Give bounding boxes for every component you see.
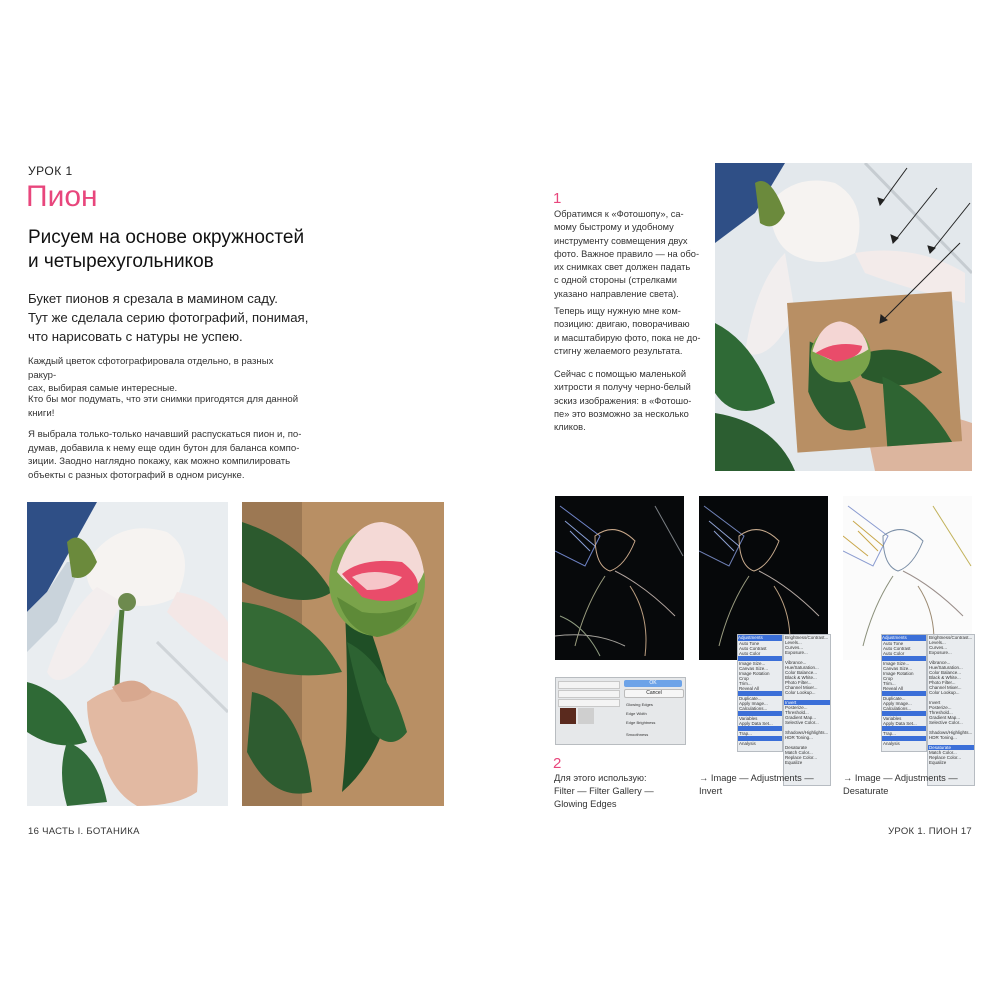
- step-1b-text: [554, 305, 704, 358]
- paragraph-line: книги!: [28, 407, 55, 419]
- subtitle-line-2: и четырехугольников: [28, 251, 214, 272]
- adjustments-submenu-invert: [783, 634, 831, 786]
- ok-button[interactable]: OK: [624, 680, 682, 687]
- menu-item[interactable]: Posterize...: [785, 705, 808, 710]
- menu-item[interactable]: Apply Image...: [739, 701, 768, 706]
- step-1-line: мому быстрому и удобному: [554, 222, 674, 233]
- submenu-items: [928, 635, 974, 765]
- menu-item[interactable]: Image Rotation: [739, 671, 770, 676]
- lead-line-3: что нарисовать с натуры не успею.: [28, 329, 243, 344]
- menu-item[interactable]: Reveal All: [883, 686, 904, 691]
- menu-item[interactable]: Calculations...: [739, 706, 768, 711]
- menu-item[interactable]: Channel Mixer...: [785, 685, 818, 690]
- menu-item[interactable]: Trim...: [739, 681, 752, 686]
- menu-item[interactable]: Shadows/Highlights...: [929, 730, 973, 735]
- caption-desaturate: [843, 772, 973, 798]
- menu-item[interactable]: Apply Data Set...: [883, 721, 917, 726]
- menu-item[interactable]: Trap...: [739, 731, 752, 736]
- step-1c-line: пе» это возможно за несколько: [554, 408, 689, 419]
- menu-item[interactable]: Trim...: [883, 681, 896, 686]
- menu-item[interactable]: Auto Color: [883, 651, 905, 656]
- glowing-edges-image: [555, 496, 684, 660]
- caption-line: Desaturate: [843, 786, 889, 796]
- caption-glowing-edges: [554, 772, 684, 811]
- menu-item[interactable]: Black & White...: [929, 675, 961, 680]
- menu-item[interactable]: HDR Toning...: [929, 735, 957, 740]
- peony-flower-photo: [27, 502, 228, 806]
- step-1c-text: [554, 368, 704, 434]
- caption-line: → Image — Adjustments —: [699, 773, 814, 783]
- menu-item[interactable]: Channel Mixer...: [929, 685, 962, 690]
- menu-item[interactable]: Analysis: [883, 741, 900, 746]
- step-1-line: Обратимся к «Фотошопу», са-: [554, 209, 684, 219]
- menu-item[interactable]: Hue/Saturation...: [785, 665, 819, 670]
- menu-item[interactable]: Apply Data Set...: [739, 721, 773, 726]
- menu-item[interactable]: Curves...: [785, 645, 804, 650]
- step-1b-line: и масштабирую фото, пока не до-: [554, 332, 701, 343]
- menu-item[interactable]: Crop: [883, 676, 893, 681]
- lead-line-1: Букет пионов я срезала в мамином саду.: [28, 291, 278, 306]
- menu-item[interactable]: Posterize...: [929, 705, 952, 710]
- menu-item[interactable]: Levels...: [785, 640, 802, 645]
- step-1-line: инструменту совмещения двух: [554, 235, 688, 246]
- caption-line: Для этого использую:: [554, 773, 647, 783]
- left-footer: 16 ЧАСТЬ I. БОТАНИКА: [28, 826, 140, 837]
- composite-photo: [715, 163, 972, 471]
- smoothness-slider[interactable]: Smoothness: [626, 732, 649, 737]
- paragraph-line: Я выбрала только-только начавший распускаться пион и, по-: [28, 429, 302, 440]
- menu-item[interactable]: Levels...: [929, 640, 946, 645]
- menu-item[interactable]: Color Balance...: [929, 670, 962, 675]
- menu-item[interactable]: Curves...: [929, 645, 948, 650]
- filter-dialog-screenshot: [555, 677, 686, 745]
- menu-item[interactable]: Brightness/Contrast...: [785, 635, 829, 640]
- menu-item[interactable]: Equalize: [785, 760, 803, 765]
- menu-item[interactable]: HDR Toning...: [785, 735, 813, 740]
- step-1-line: указано направление света).: [554, 288, 679, 299]
- menu-item[interactable]: Photo Filter...: [785, 680, 812, 685]
- paragraph-line: думав, добавила к нему еще один бутон для баланса компо-: [28, 442, 300, 454]
- caption-line: Glowing Edges: [554, 799, 617, 809]
- menu-item[interactable]: Apply Image...: [883, 701, 912, 706]
- menu-item[interactable]: Image Size...: [883, 661, 910, 666]
- peony-bud-illustration: [242, 502, 444, 806]
- step-1c-line: хитрости я получу черно-белый: [554, 382, 691, 393]
- page-title: Пион: [26, 180, 98, 213]
- image-menu-invert: [737, 634, 783, 752]
- menu-item[interactable]: Threshold...: [929, 710, 953, 715]
- lead-line-2: Тут же сделала серию фотографий, понимая,: [28, 310, 309, 325]
- menu-item[interactable]: Variables: [739, 716, 758, 721]
- menu-item[interactable]: Hue/Saturation...: [929, 665, 963, 670]
- menu-item[interactable]: Calculations...: [883, 706, 912, 711]
- menu-item[interactable]: Exposure...: [929, 650, 952, 655]
- menu-item[interactable]: Auto Color: [739, 651, 761, 656]
- menu-item[interactable]: Auto Tone: [739, 641, 760, 646]
- menu-item[interactable]: Color Lookup...: [785, 690, 816, 695]
- paragraph-line: Каждый цветок сфотографировала отдельно, в разных ракур-: [28, 356, 274, 381]
- menu-item[interactable]: Shadows/Highlights...: [785, 730, 829, 735]
- step-2-number: 2: [553, 755, 562, 772]
- menu-item[interactable]: Invert: [929, 700, 941, 705]
- menu-item[interactable]: Color Balance...: [785, 670, 818, 675]
- menu-item[interactable]: Canvas Size...: [739, 666, 769, 671]
- menu-item[interactable]: Image Rotation: [883, 671, 914, 676]
- menu-item[interactable]: Match Color...: [929, 750, 957, 755]
- cancel-button[interactable]: Cancel: [624, 689, 684, 698]
- lead-paragraph: [28, 289, 318, 346]
- paragraph-1: [28, 355, 303, 396]
- caption-invert: [699, 772, 829, 798]
- menu-item[interactable]: Desaturate: [785, 745, 808, 750]
- menu-item[interactable]: Desaturate: [928, 745, 974, 750]
- step-1-number: 1: [553, 190, 562, 207]
- menu-item[interactable]: Gradient Map...: [785, 715, 817, 720]
- submenu-items: [784, 635, 830, 765]
- menu-item[interactable]: Gradient Map...: [929, 715, 961, 720]
- step-1c-line: Сейчас с помощью маленькой: [554, 369, 687, 379]
- menu-item[interactable]: Exposure...: [785, 650, 808, 655]
- menu-item[interactable]: Analysis: [739, 741, 756, 746]
- paragraph-line: сах, выбирая самые интересные.: [28, 383, 178, 395]
- menu-header[interactable]: Adjustments: [738, 635, 782, 641]
- peony-bud-photo: [242, 502, 444, 806]
- menu-item[interactable]: Duplicate...: [883, 696, 906, 701]
- paragraph-line: зиции. Заодно наглядно покажу, как можно компилировать: [28, 456, 291, 468]
- step-1b-line: стигну желаемого результата.: [554, 345, 683, 356]
- menu-item[interactable]: Black & White...: [785, 675, 817, 680]
- menu-items: [738, 641, 782, 746]
- subtitle: [28, 226, 328, 274]
- menu-item[interactable]: Auto Tone: [883, 641, 904, 646]
- paragraph-line: объекты с разных фотографий в одном рисунке.: [28, 469, 245, 481]
- step-1-line: с одной стороны (стрелками: [554, 275, 677, 286]
- step-1b-line: позицию: двигаю, поворачиваю: [554, 319, 690, 330]
- menu-item[interactable]: Auto Contrast: [883, 646, 911, 651]
- paragraph-line: Кто бы мог подумать, что эти снимки пригодятся для данной: [28, 394, 299, 405]
- menu-item[interactable]: Brightness/Contrast...: [929, 635, 973, 640]
- composite-illustration: [715, 163, 972, 471]
- menu-item[interactable]: Reveal All: [739, 686, 760, 691]
- menu-item[interactable]: Photo Filter...: [929, 680, 956, 685]
- right-footer: УРОК 1. ПИОН 17: [888, 826, 972, 837]
- step-1-text: [554, 208, 704, 301]
- step-1b-line: Теперь ищу нужную мне ком-: [554, 306, 681, 316]
- edge-brightness-slider[interactable]: Edge Brightness: [626, 720, 656, 725]
- filter-thumbnail: [560, 708, 576, 724]
- step-1c-line: эскиз изображения: в «Фотошо-: [554, 395, 692, 406]
- menu-item[interactable]: Canvas Size...: [883, 666, 913, 671]
- caption-line: → Image — Adjustments —: [843, 773, 958, 783]
- menu-item[interactable]: Replace Color...: [929, 755, 962, 760]
- caption-line: Invert: [699, 786, 723, 796]
- menu-item[interactable]: Duplicate...: [739, 696, 762, 701]
- menu-items: [882, 641, 926, 746]
- menu-item[interactable]: Equalize: [929, 760, 947, 765]
- menu-item[interactable]: Selective Color...: [785, 720, 819, 725]
- edge-width-slider[interactable]: Edge Width: [626, 711, 647, 716]
- caption-line: Filter — Filter Gallery —: [554, 786, 654, 796]
- menu-item[interactable]: Match Color...: [785, 750, 813, 755]
- menu-item[interactable]: Trap...: [883, 731, 896, 736]
- step-1-line: их снимках свет должен падать: [554, 262, 691, 273]
- step-1c-line: кликов.: [554, 422, 586, 433]
- menu-item[interactable]: Selective Color...: [929, 720, 963, 725]
- menu-item[interactable]: Replace Color...: [785, 755, 818, 760]
- paragraph-2: [28, 393, 303, 420]
- menu-item[interactable]: Image Size...: [739, 661, 766, 666]
- paragraph-3: [28, 428, 303, 482]
- menu-item[interactable]: Crop: [739, 676, 749, 681]
- menu-item[interactable]: Color Lookup...: [929, 690, 960, 695]
- peony-flower-illustration: [27, 502, 228, 806]
- menu-item[interactable]: Variables: [883, 716, 902, 721]
- menu-item[interactable]: Invert: [784, 700, 830, 705]
- menu-item[interactable]: Vibrance...: [929, 660, 951, 665]
- glowing-edges-illustration: [555, 496, 684, 660]
- menu-header[interactable]: Adjustments: [882, 635, 926, 641]
- step-1-line: фото. Важное правило — на обо-: [554, 248, 700, 259]
- menu-item[interactable]: Threshold...: [785, 710, 809, 715]
- subtitle-line-1: Рисуем на основе окружностей: [28, 227, 305, 248]
- filter-name-field[interactable]: Glowing Edges: [626, 702, 653, 707]
- adjustments-submenu-desaturate: [927, 634, 975, 786]
- lesson-label: УРОК 1: [28, 164, 73, 178]
- menu-item[interactable]: Auto Contrast: [739, 646, 767, 651]
- menu-item[interactable]: Vibrance...: [785, 660, 807, 665]
- image-menu-desaturate: [881, 634, 927, 752]
